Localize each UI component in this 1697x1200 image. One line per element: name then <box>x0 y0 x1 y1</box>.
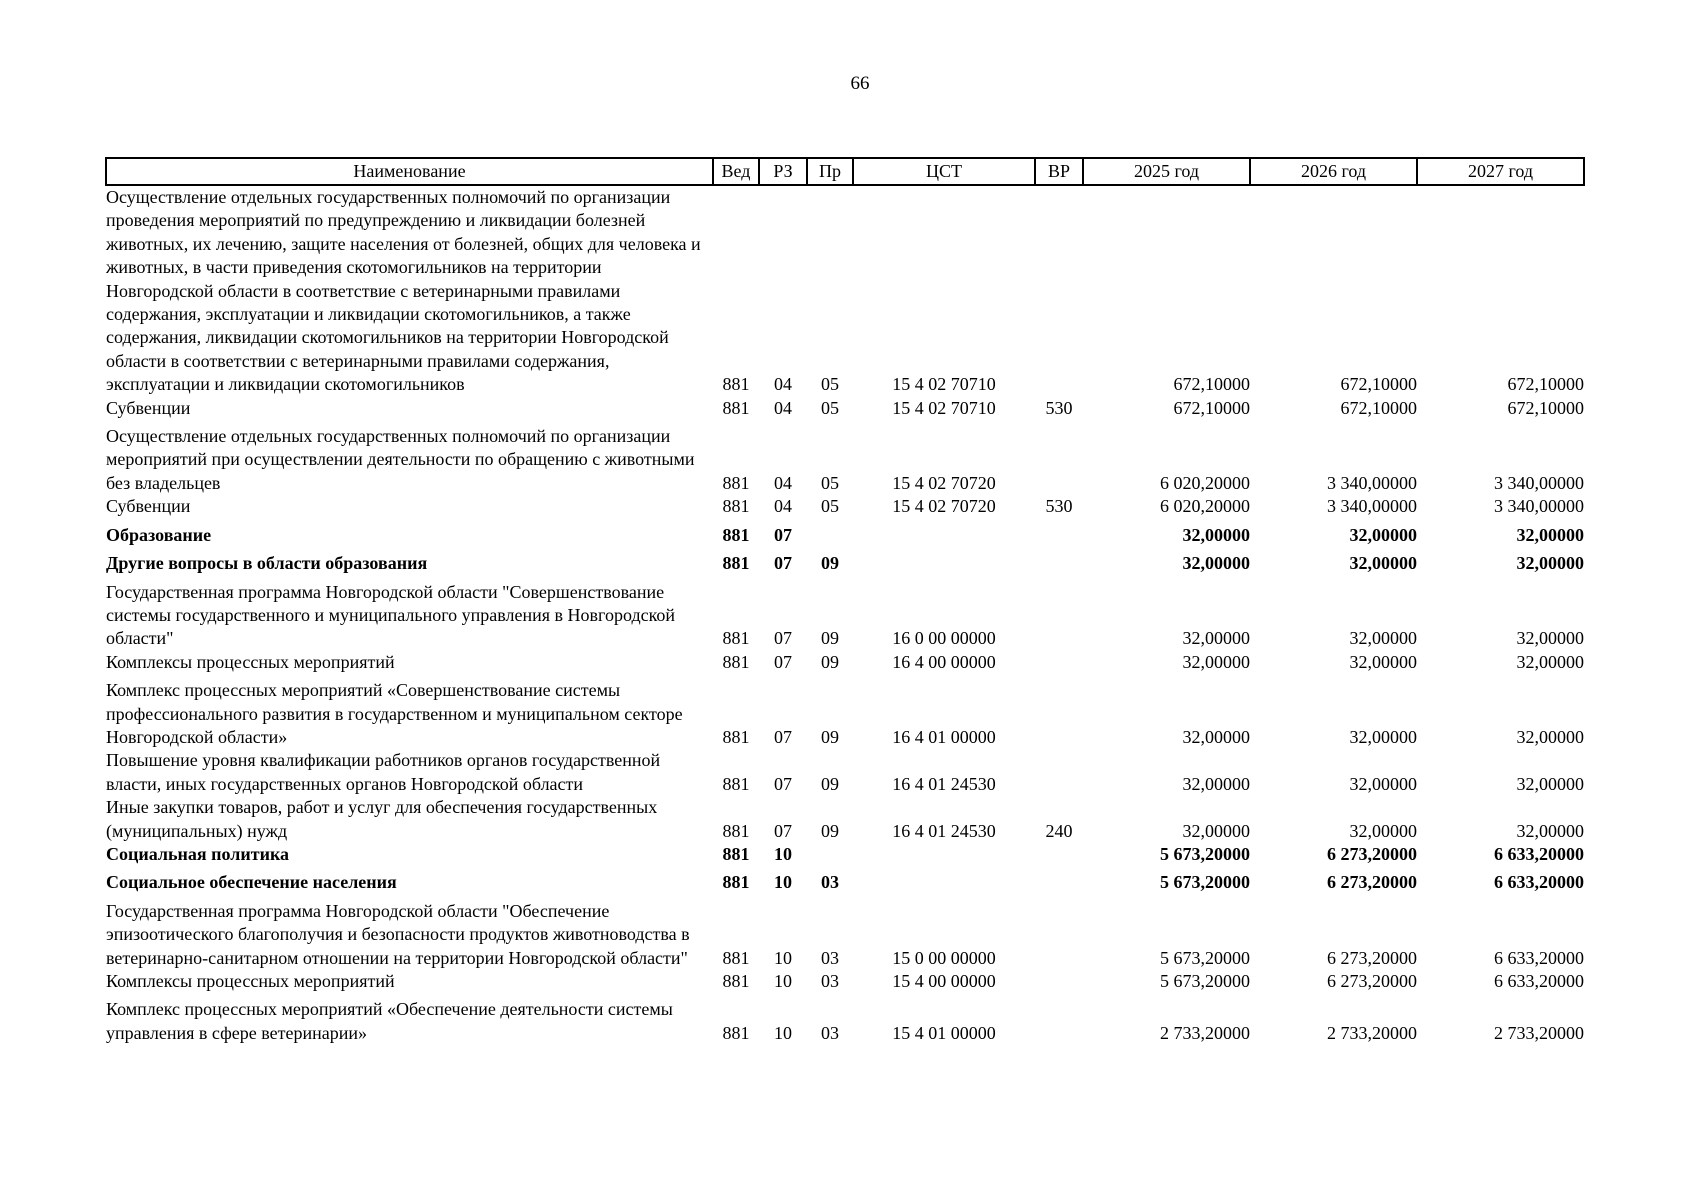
row-amount-2025: 32,00000 <box>1182 773 1250 794</box>
row-pr: 05 <box>821 397 839 418</box>
row-amount-2027: 32,00000 <box>1516 726 1584 747</box>
table-row <box>106 397 1584 425</box>
row-amount-2027: 32,00000 <box>1516 773 1584 794</box>
table-row <box>106 998 1584 1045</box>
row-amount-2025: 6 020,20000 <box>1160 472 1250 493</box>
row-amount-2025: 32,00000 <box>1182 820 1250 841</box>
row-name: Субвенции <box>106 496 191 517</box>
row-name: Повышение уровня квалификации работников органов государственной власти, иных государственных органов Новгородской области <box>106 750 661 794</box>
table-body <box>106 185 1584 1045</box>
row-cst: 15 4 01 00000 <box>892 1022 996 1043</box>
row-amount-2025: 32,00000 <box>1182 726 1250 747</box>
header-rz: РЗ <box>759 158 807 185</box>
row-amount-2025: 32,00000 <box>1182 553 1250 574</box>
row-vr <box>1035 998 1083 1045</box>
header-2025: 2025 год <box>1083 158 1250 185</box>
row-rz: 10 <box>774 843 792 864</box>
row-amount-2026: 6 273,20000 <box>1327 872 1417 893</box>
row-amount-2026: 32,00000 <box>1349 773 1417 794</box>
row-ved: 881 <box>722 651 750 672</box>
row-vr <box>1035 900 1083 970</box>
row-name: Социальное обеспечение населения <box>106 872 397 893</box>
row-rz: 04 <box>774 496 792 517</box>
row-amount-2027: 32,00000 <box>1516 628 1584 649</box>
row-name: Государственная программа Новгородской области "Совершенствование системы государственного и муниципального управления в Новгородской области" <box>106 581 676 649</box>
row-cst: 15 4 00 00000 <box>892 971 996 991</box>
row-pr: 09 <box>821 628 839 649</box>
row-vr <box>1035 749 1083 796</box>
header-name: Наименование <box>106 158 713 185</box>
row-ved: 881 <box>722 472 750 493</box>
row-amount-2026: 3 340,00000 <box>1327 496 1417 517</box>
row-rz: 04 <box>774 472 792 493</box>
row-amount-2025: 5 673,20000 <box>1160 843 1250 864</box>
row-vr <box>1035 843 1083 871</box>
row-amount-2026: 32,00000 <box>1349 628 1417 649</box>
row-ved: 881 <box>722 947 750 968</box>
row-ved: 881 <box>722 397 750 418</box>
row-rz: 07 <box>774 820 792 841</box>
row-rz: 10 <box>774 971 792 991</box>
table-row <box>106 185 1584 397</box>
row-cst: 15 0 00 00000 <box>892 947 996 968</box>
table-header <box>106 158 1584 185</box>
row-name: Образование <box>106 524 212 545</box>
row-amount-2027: 32,00000 <box>1516 651 1584 672</box>
table-row <box>106 651 1584 679</box>
header-2027: 2027 год <box>1417 158 1584 185</box>
table-row <box>106 749 1584 796</box>
row-amount-2026: 32,00000 <box>1349 651 1417 672</box>
row-vr <box>1035 524 1083 552</box>
row-rz: 10 <box>774 872 792 893</box>
row-amount-2027: 32,00000 <box>1516 524 1584 545</box>
row-pr: 05 <box>821 496 839 517</box>
row-pr: 09 <box>821 651 839 672</box>
row-amount-2026: 32,00000 <box>1349 820 1417 841</box>
table-row <box>106 425 1584 495</box>
table-row <box>106 552 1584 580</box>
row-name: Государственная программа Новгородской области "Обеспечение эпизоотического благополучия и безопасности продуктов животноводства в ветеринарно-санитарном отношении на территории Новгородской области" <box>106 900 690 968</box>
row-amount-2026: 672,10000 <box>1340 397 1417 418</box>
row-pr: 03 <box>821 947 839 968</box>
row-rz: 07 <box>774 553 792 574</box>
row-ved: 881 <box>722 1022 750 1043</box>
row-amount-2026: 672,10000 <box>1340 374 1417 395</box>
row-rz: 07 <box>774 773 792 794</box>
table-row <box>106 679 1584 749</box>
table-row <box>106 871 1584 899</box>
table-row <box>106 796 1584 843</box>
row-pr: 03 <box>821 1022 839 1043</box>
row-cst: 15 4 02 70710 <box>892 374 996 395</box>
row-ved: 881 <box>722 820 750 841</box>
row-name: Иные закупки товаров, работ и услуг для обеспечения государственных (муниципальных) нужд <box>106 797 658 841</box>
row-cst <box>853 524 1035 552</box>
row-vr: 530 <box>1045 397 1073 418</box>
row-pr <box>807 524 853 552</box>
row-pr: 03 <box>821 971 839 991</box>
table-row <box>106 900 1584 970</box>
row-amount-2027: 672,10000 <box>1507 397 1584 418</box>
budget-table <box>105 157 1585 1045</box>
row-pr <box>807 843 853 871</box>
table-row <box>106 581 1584 651</box>
row-amount-2025: 32,00000 <box>1182 628 1250 649</box>
row-amount-2027: 32,00000 <box>1516 553 1584 574</box>
row-amount-2027: 32,00000 <box>1516 820 1584 841</box>
row-pr: 09 <box>821 726 839 747</box>
row-amount-2026: 6 273,20000 <box>1327 843 1417 864</box>
row-rz: 10 <box>774 947 792 968</box>
row-pr: 09 <box>821 773 839 794</box>
row-vr <box>1035 679 1083 749</box>
row-pr: 09 <box>821 820 839 841</box>
row-cst <box>853 552 1035 580</box>
row-ved: 881 <box>722 496 750 517</box>
row-amount-2027: 3 340,00000 <box>1494 472 1584 493</box>
row-cst <box>853 843 1035 871</box>
row-rz: 07 <box>774 524 792 545</box>
row-amount-2025: 2 733,20000 <box>1160 1022 1250 1043</box>
row-pr: 05 <box>821 374 839 395</box>
row-name: Другие вопросы в области образования <box>106 553 428 574</box>
row-rz: 07 <box>774 651 792 672</box>
header-row <box>106 158 1584 185</box>
row-name: Осуществление отдельных государственных полномочий по организации мероприятий при осуществлении деятельности по обращению с животными без владельцев <box>106 426 695 493</box>
row-ved: 881 <box>722 971 750 991</box>
row-vr <box>1035 970 1083 998</box>
row-pr: 03 <box>821 872 839 893</box>
row-cst: 16 4 01 24530 <box>892 820 996 841</box>
row-amount-2025: 5 673,20000 <box>1160 872 1250 893</box>
row-amount-2025: 5 673,20000 <box>1160 947 1250 968</box>
row-vr <box>1035 552 1083 580</box>
row-amount-2027: 6 633,20000 <box>1494 843 1584 864</box>
row-ved: 881 <box>722 843 750 864</box>
row-amount-2026: 3 340,00000 <box>1327 472 1417 493</box>
row-ved: 881 <box>722 374 750 395</box>
page-number: 66 <box>850 73 870 94</box>
table-row <box>106 843 1584 871</box>
row-vr <box>1035 651 1083 679</box>
row-amount-2026: 32,00000 <box>1349 726 1417 747</box>
row-name: Социальная политика <box>106 843 290 864</box>
row-amount-2027: 672,10000 <box>1507 374 1584 395</box>
row-amount-2027: 6 633,20000 <box>1494 947 1584 968</box>
row-cst: 15 4 02 70710 <box>892 397 996 418</box>
row-cst <box>853 871 1035 899</box>
row-ved: 881 <box>722 553 750 574</box>
row-amount-2026: 6 273,20000 <box>1327 947 1417 968</box>
row-amount-2026: 2 733,20000 <box>1327 1022 1417 1043</box>
row-name: Осуществление отдельных государственных полномочий по организации проведения мероприятий по предупреждению и ликвидации болезней животных, их лечению, защите населения от болезней, общих для человека и животных, в части приведения скотомогильников на территории Новгородской области в соответствие с ветеринарными правилами содержания, эксплуатации и ликвидации скотомогильников, а также содержания, ликвидации скотомогильников на территории Новгородской области в соответствии с ветеринарными правилами содержания, эксплуатации и ликвидации скотомогильников <box>106 187 701 395</box>
row-pr: 05 <box>821 472 839 493</box>
row-rz: 07 <box>774 726 792 747</box>
row-amount-2027: 6 633,20000 <box>1494 872 1584 893</box>
header-pr: Пр <box>807 158 853 185</box>
row-cst: 16 4 01 00000 <box>892 726 996 747</box>
row-ved: 881 <box>722 524 750 545</box>
row-name: Субвенции <box>106 397 191 418</box>
row-name: Комплекс процессных мероприятий «Обеспечение деятельности системы управления в сфере ветеринарии» <box>106 999 673 1043</box>
row-vr <box>1035 425 1083 495</box>
row-vr: 530 <box>1045 496 1073 517</box>
row-name: Комплексы процессных мероприятий <box>106 651 395 672</box>
row-rz: 10 <box>774 1022 792 1043</box>
row-rz: 07 <box>774 628 792 649</box>
row-ved: 881 <box>722 628 750 649</box>
row-name: Комплексы процессных мероприятий <box>106 971 395 991</box>
header-vr: ВР <box>1035 158 1083 185</box>
row-amount-2026: 6 273,20000 <box>1327 971 1417 991</box>
row-vr <box>1035 581 1083 651</box>
table-row <box>106 970 1584 998</box>
row-cst: 16 4 00 00000 <box>892 651 996 672</box>
row-cst: 15 4 02 70720 <box>892 496 996 517</box>
header-2026: 2026 год <box>1250 158 1417 185</box>
row-vr <box>1035 871 1083 899</box>
row-amount-2027: 2 733,20000 <box>1494 1022 1584 1043</box>
row-vr <box>1035 185 1083 397</box>
row-rz: 04 <box>774 397 792 418</box>
header-cst: ЦСТ <box>853 158 1035 185</box>
row-amount-2025: 6 020,20000 <box>1160 496 1250 517</box>
row-amount-2026: 32,00000 <box>1349 524 1417 545</box>
row-rz: 04 <box>774 374 792 395</box>
row-amount-2025: 672,10000 <box>1173 397 1250 418</box>
row-amount-2025: 32,00000 <box>1182 524 1250 545</box>
row-amount-2025: 32,00000 <box>1182 651 1250 672</box>
row-amount-2026: 32,00000 <box>1349 553 1417 574</box>
row-ved: 881 <box>722 726 750 747</box>
row-name: Комплекс процессных мероприятий «Совершенствование системы профессионального развития в государственном и муниципальном секторе Новгородской области» <box>106 680 683 747</box>
header-ved: Вед <box>713 158 759 185</box>
table-row <box>106 524 1584 552</box>
row-ved: 881 <box>722 773 750 794</box>
row-amount-2027: 3 340,00000 <box>1494 496 1584 517</box>
row-amount-2025: 672,10000 <box>1173 374 1250 395</box>
table-row <box>106 495 1584 523</box>
row-amount-2027: 6 633,20000 <box>1494 971 1584 991</box>
row-cst: 16 4 01 24530 <box>892 773 996 794</box>
row-cst: 16 0 00 00000 <box>892 628 996 649</box>
row-ved: 881 <box>722 872 750 893</box>
row-vr: 240 <box>1045 820 1073 841</box>
row-pr: 09 <box>821 553 839 574</box>
row-cst: 15 4 02 70720 <box>892 472 996 493</box>
row-amount-2025: 5 673,20000 <box>1160 971 1250 991</box>
